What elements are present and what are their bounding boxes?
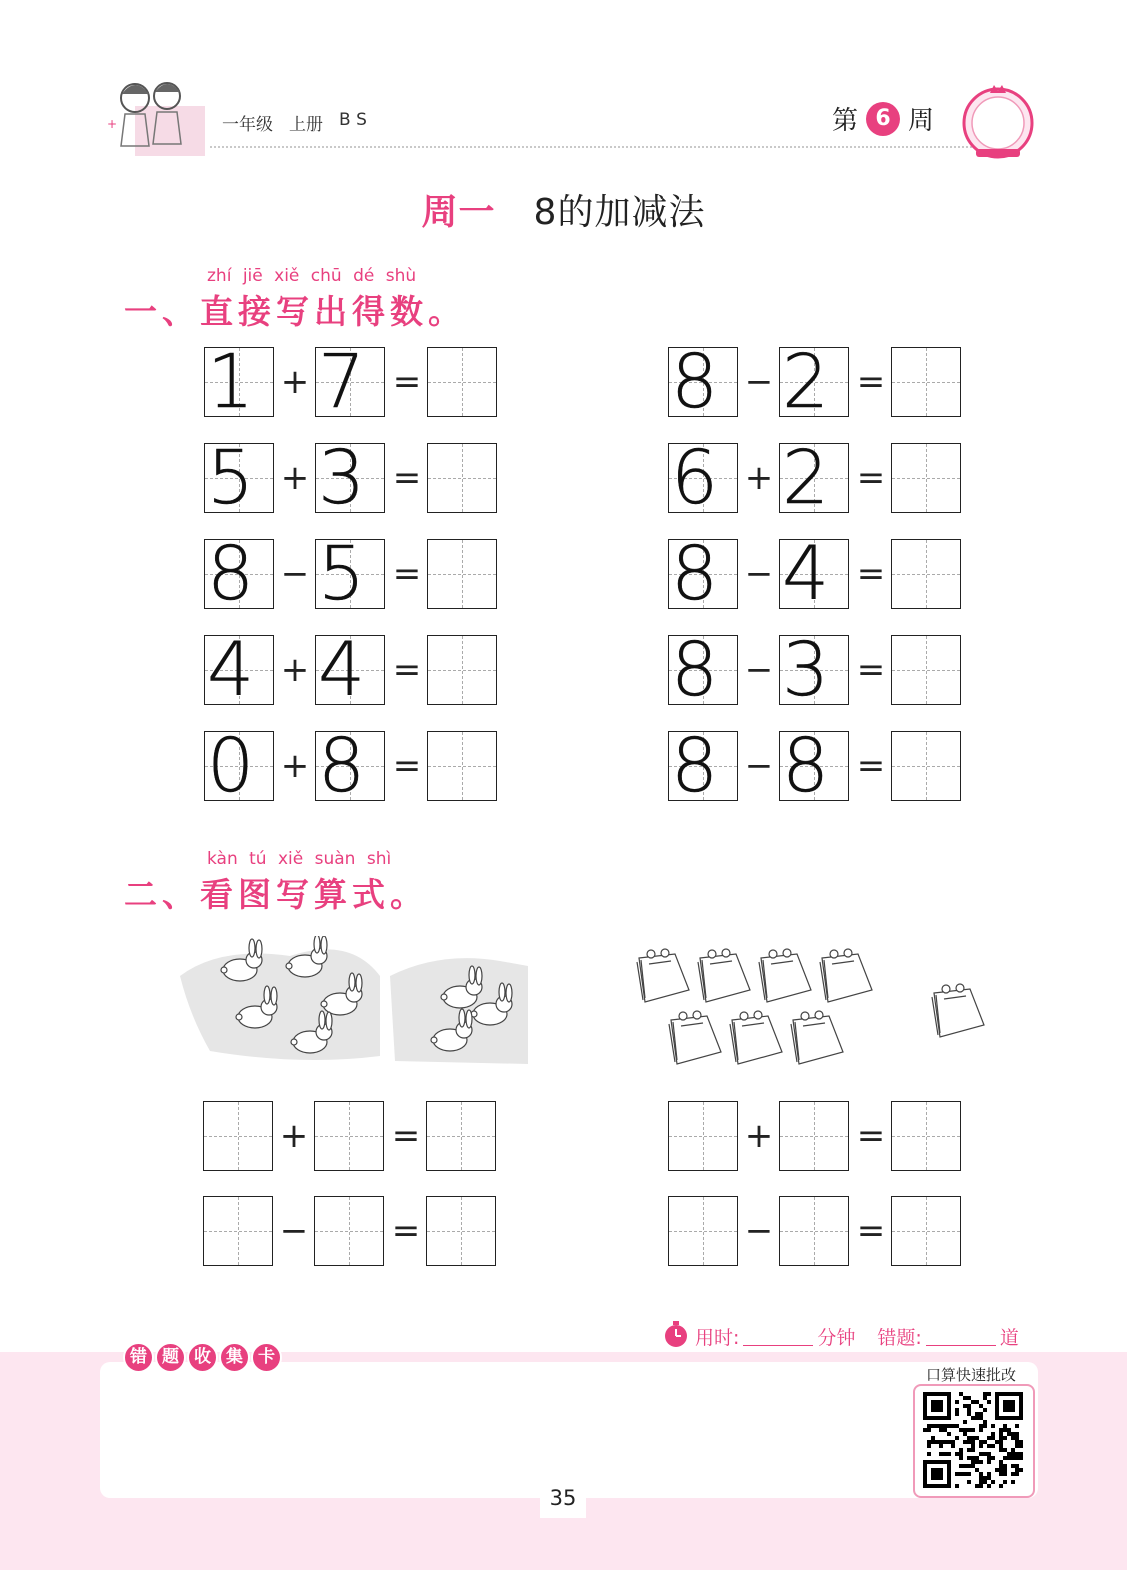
answer-box[interactable]: [426, 1196, 496, 1266]
equals-sign: =: [392, 458, 422, 498]
operand-digit: 8: [207, 539, 255, 609]
edition-label: B S: [339, 110, 367, 130]
calendar-icon: [791, 1011, 843, 1064]
calendar-icon: [698, 949, 750, 1002]
week-prefix: 第: [832, 106, 859, 136]
answer-box[interactable]: [891, 731, 961, 801]
equals-sign: =: [856, 458, 886, 498]
operator-sign: −: [280, 554, 310, 594]
operand-box: [668, 539, 738, 609]
operand-box[interactable]: [668, 1196, 738, 1266]
card-title-char: 题: [155, 1342, 186, 1373]
equals-sign: =: [391, 1116, 421, 1156]
equals-sign: =: [856, 746, 886, 786]
week-suffix: 周: [908, 106, 935, 136]
kids-illustration: [105, 66, 205, 156]
grade-tags: [222, 110, 367, 135]
operand-digit: 0: [207, 731, 255, 801]
error-card-title: [123, 1342, 282, 1373]
operand-box: [204, 347, 274, 417]
errors-label: 错题:: [877, 1327, 922, 1349]
errors-blank[interactable]: [926, 1327, 996, 1346]
operator-sign: −: [744, 362, 774, 402]
card-title-char: 卡: [251, 1342, 282, 1373]
page-number: 35: [540, 1478, 586, 1518]
equals-sign: =: [856, 1116, 886, 1156]
operand-box: [315, 731, 385, 801]
operator-sign: +: [279, 1116, 309, 1156]
answer-box[interactable]: [891, 539, 961, 609]
rabbits-picture: [180, 936, 530, 1070]
calendar-icon: [759, 949, 811, 1002]
section1-heading: 一、直接写出得数。: [124, 292, 466, 331]
operand-box[interactable]: [314, 1196, 384, 1266]
card-title-char: 集: [219, 1342, 250, 1373]
qr-code-icon: [923, 1392, 1023, 1488]
answer-box[interactable]: [891, 347, 961, 417]
title-topic: 8的加减法: [533, 192, 706, 233]
calendar-icon: [820, 949, 872, 1002]
time-errors-stats: [663, 1320, 1019, 1353]
operand-digit: 8: [782, 731, 830, 801]
section1-pinyin: zhí jiē xiě chū dé shù: [207, 266, 417, 286]
svg-text:+: +: [107, 117, 118, 131]
equals-sign: =: [392, 554, 422, 594]
card-title-char: 收: [187, 1342, 218, 1373]
operand-box: [779, 731, 849, 801]
operand-box: [204, 731, 274, 801]
brand-logo: [960, 83, 1036, 161]
calendar-icon: [730, 1011, 782, 1064]
answer-box[interactable]: [427, 539, 497, 609]
stopwatch-icon: [663, 1320, 689, 1353]
answer-box[interactable]: [427, 443, 497, 513]
operand-box[interactable]: [779, 1196, 849, 1266]
calendar-icon: [669, 1011, 721, 1064]
answer-box[interactable]: [891, 635, 961, 705]
card-title-char: 错: [123, 1342, 154, 1373]
operand-box: [668, 731, 738, 801]
section2-pinyin: kàn tú xiě suàn shì: [207, 849, 392, 869]
operand-box[interactable]: [779, 1101, 849, 1171]
operand-digit: 3: [782, 635, 830, 705]
calendar-icon: [932, 984, 984, 1037]
time-blank[interactable]: [743, 1327, 813, 1346]
title-day: 周一: [421, 192, 496, 233]
calendars-picture: [630, 940, 1000, 1074]
operand-box: [315, 443, 385, 513]
operand-digit: 4: [782, 539, 830, 609]
operator-sign: +: [280, 650, 310, 690]
operator-sign: +: [744, 1116, 774, 1156]
operator-sign: −: [744, 650, 774, 690]
equals-sign: =: [392, 650, 422, 690]
volume-label: 上册: [289, 115, 323, 135]
operand-digit: 2: [782, 443, 830, 513]
equals-sign: =: [392, 362, 422, 402]
operand-box: [779, 539, 849, 609]
operand-digit: 4: [318, 635, 366, 705]
operand-box: [315, 347, 385, 417]
operator-sign: −: [744, 1211, 774, 1251]
operand-digit: 1: [207, 347, 255, 417]
operator-sign: +: [280, 458, 310, 498]
operand-box: [668, 443, 738, 513]
operand-digit: 8: [671, 539, 719, 609]
operand-box[interactable]: [203, 1101, 273, 1171]
equals-sign: =: [856, 1211, 886, 1251]
operand-digit: 5: [318, 539, 366, 609]
calendar-icon: [637, 949, 689, 1002]
operand-digit: 8: [318, 731, 366, 801]
operand-digit: 7: [318, 347, 366, 417]
operand-box: [779, 443, 849, 513]
answer-box[interactable]: [427, 731, 497, 801]
operand-box: [204, 635, 274, 705]
equals-sign: =: [392, 746, 422, 786]
answer-box[interactable]: [427, 347, 497, 417]
operand-box: [315, 539, 385, 609]
operand-box: [204, 443, 274, 513]
operand-box[interactable]: [668, 1101, 738, 1171]
week-indicator: [832, 100, 934, 137]
operand-box[interactable]: [203, 1196, 273, 1266]
equals-sign: =: [856, 362, 886, 402]
time-label: 用时:: [695, 1327, 740, 1349]
operator-sign: −: [744, 554, 774, 594]
operand-digit: 8: [671, 347, 719, 417]
operand-box: [315, 635, 385, 705]
operand-digit: 3: [318, 443, 366, 513]
operand-box: [779, 347, 849, 417]
operand-digit: 2: [782, 347, 830, 417]
minutes-unit: 分钟: [817, 1327, 856, 1349]
equals-sign: =: [391, 1211, 421, 1251]
operator-sign: −: [279, 1211, 309, 1251]
operand-box: [668, 347, 738, 417]
operand-box: [779, 635, 849, 705]
operand-digit: 5: [207, 443, 255, 513]
answer-box[interactable]: [427, 635, 497, 705]
operand-box: [668, 635, 738, 705]
operand-box: [204, 539, 274, 609]
operand-digit: 4: [207, 635, 255, 705]
week-number-badge: 6: [866, 102, 900, 136]
operator-sign: −: [744, 746, 774, 786]
header-divider: [210, 146, 980, 148]
operator-sign: +: [744, 458, 774, 498]
operand-digit: 8: [671, 731, 719, 801]
operand-digit: 6: [671, 443, 719, 513]
qr-label: 口算快速批改: [926, 1366, 1017, 1384]
equals-sign: =: [856, 650, 886, 690]
answer-box[interactable]: [426, 1101, 496, 1171]
operator-sign: +: [280, 362, 310, 402]
answer-box[interactable]: [891, 1196, 961, 1266]
operand-digit: 8: [671, 635, 719, 705]
answer-box[interactable]: [891, 1101, 961, 1171]
page-title: [0, 184, 1127, 235]
qr-code-frame[interactable]: [913, 1384, 1035, 1498]
operand-box[interactable]: [314, 1101, 384, 1171]
grade-label: 一年级: [222, 115, 273, 135]
equals-sign: =: [856, 554, 886, 594]
answer-box[interactable]: [891, 443, 961, 513]
errors-unit: 道: [999, 1327, 1019, 1349]
section2-heading: 二、看图写算式。: [124, 875, 428, 914]
operator-sign: +: [280, 746, 310, 786]
